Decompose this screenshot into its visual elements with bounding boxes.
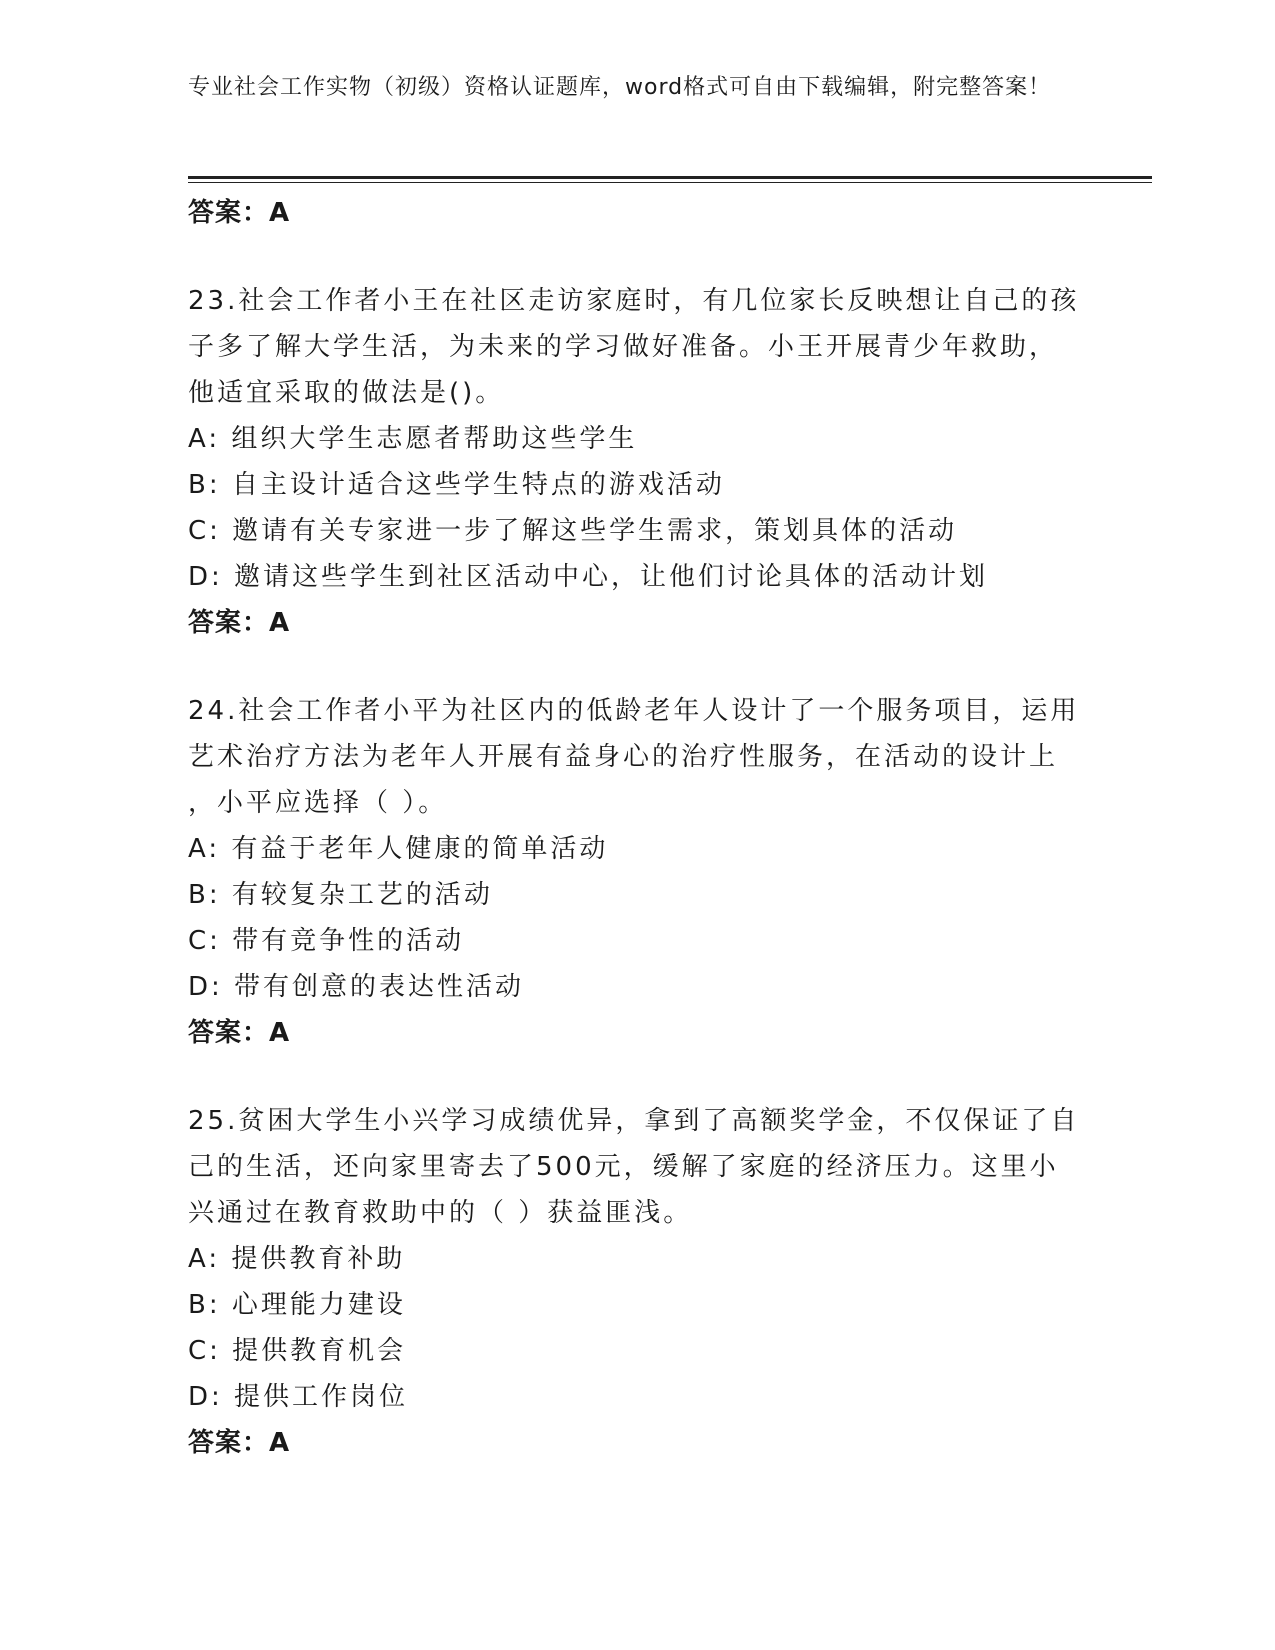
header-rule-thick: [188, 176, 1152, 179]
option-c: C: 邀请有关专家进一步了解这些学生需求，策划具体的活动: [188, 516, 958, 546]
question-text-line: 子多了解大学生活，为未来的学习做好准备。小王开展青少年救助，: [188, 332, 1059, 362]
answer: 答案：A: [188, 608, 291, 638]
spacer: [188, 236, 1088, 278]
option-d: D: 提供工作岗位: [188, 1382, 409, 1412]
question-text-line: 24.社会工作者小平为社区内的低龄老年人设计了一个服务项目，运用: [188, 696, 1080, 726]
question-text-line: 艺术治疗方法为老年人开展有益身心的治疗性服务，在活动的设计上: [188, 742, 1059, 772]
question-content: [188, 190, 1088, 1466]
question-text-line: ，小平应选择（ ）。: [188, 788, 448, 818]
question-block: [188, 278, 1088, 646]
spacer: [188, 646, 1088, 688]
option-a: A: 组织大学生志愿者帮助这些学生: [188, 424, 638, 454]
option-b: B: 有较复杂工艺的活动: [188, 880, 493, 910]
question-text-line: 己的生活，还向家里寄去了500元，缓解了家庭的经济压力。这里小: [188, 1152, 1059, 1182]
option-a: A: 有益于老年人健康的简单活动: [188, 834, 609, 864]
document-header: 专业社会工作实物（初级）资格认证题库，word格式可自由下载编辑，附完整答案！: [188, 75, 1052, 100]
option-b: B: 心理能力建设: [188, 1290, 406, 1320]
question-block: [188, 1098, 1088, 1466]
answer: 答案：A: [188, 1428, 291, 1458]
option-d: D: 带有创意的表达性活动: [188, 972, 525, 1002]
question-block: [188, 688, 1088, 1056]
option-c: C: 带有竞争性的活动: [188, 926, 465, 956]
option-b: B: 自主设计适合这些学生特点的游戏活动: [188, 470, 725, 500]
option-a: A: 提供教育补助: [188, 1244, 406, 1274]
option-d: D: 邀请这些学生到社区活动中心，让他们讨论具体的活动计划: [188, 562, 989, 592]
header-rule-thin: [188, 182, 1152, 183]
question-text-line: 他适宜采取的做法是()。: [188, 378, 505, 408]
question-text-line: 23.社会工作者小王在社区走访家庭时，有几位家长反映想让自己的孩: [188, 286, 1080, 316]
question-text-line: 兴通过在教育救助中的（ ）获益匪浅。: [188, 1198, 693, 1228]
previous-answer: 答案：A: [188, 198, 291, 228]
question-text-line: 25.贫困大学生小兴学习成绩优异，拿到了高额奖学金，不仅保证了自: [188, 1106, 1080, 1136]
option-c: C: 提供教育机会: [188, 1336, 407, 1366]
answer: 答案：A: [188, 1018, 291, 1048]
spacer: [188, 1056, 1088, 1098]
